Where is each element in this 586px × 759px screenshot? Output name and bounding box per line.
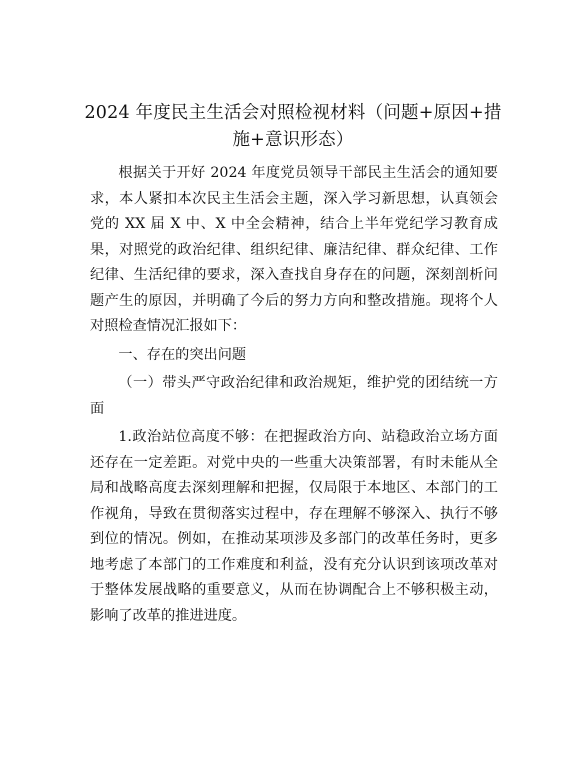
section-heading: 一、存在的突出问题	[118, 346, 247, 363]
intro-paragraph: 根据关于开好 2024 年度党员领导干部民主生活会的通知要求，本人紧扣本次民主生活会主题，深入学习新思想，认真领会党的 XX 届 X 中、X 中全会精神，结合上半年党纪学习教育成果，对照党的政治纪律、组织纪律、廉洁纪律、群众纪律、工作纪律、生活纪律的要求，深入查找自身存在的问题，深刻剖析问题产生的原因，并明确了今后的努力方向和整改措施。现将个人对照检查情况汇报如下：	[90, 165, 498, 334]
subsection-heading: （一）带头严守政治纪律和政治规矩，维护党的团结统一方面	[90, 375, 498, 417]
document-body	[90, 161, 498, 629]
document-title: 2024 年度民主生活会对照检视材料（问题+原因+措施+意识形态）	[84, 103, 502, 150]
issue-paragraph: 1.政治站位高度不够：在把握政治方向、站稳政治立场方面还存在一定差距。对党中央的一些重大决策部署，有时未能从全局和战略高度去深刻理解和把握，仅局限于本地区、本部门的工作视角，导致在贯彻落实过程中，存在理解不够深入、执行不够到位的情况。例如，在推动某项涉及多部门的改革任务时，更多地考虑了本部门的工作难度和利益，没有充分认识到该项改革对于整体发展战略的重要意义，从而在协调配合上不够积极主动，影响了改革的推进进度。	[90, 429, 498, 624]
